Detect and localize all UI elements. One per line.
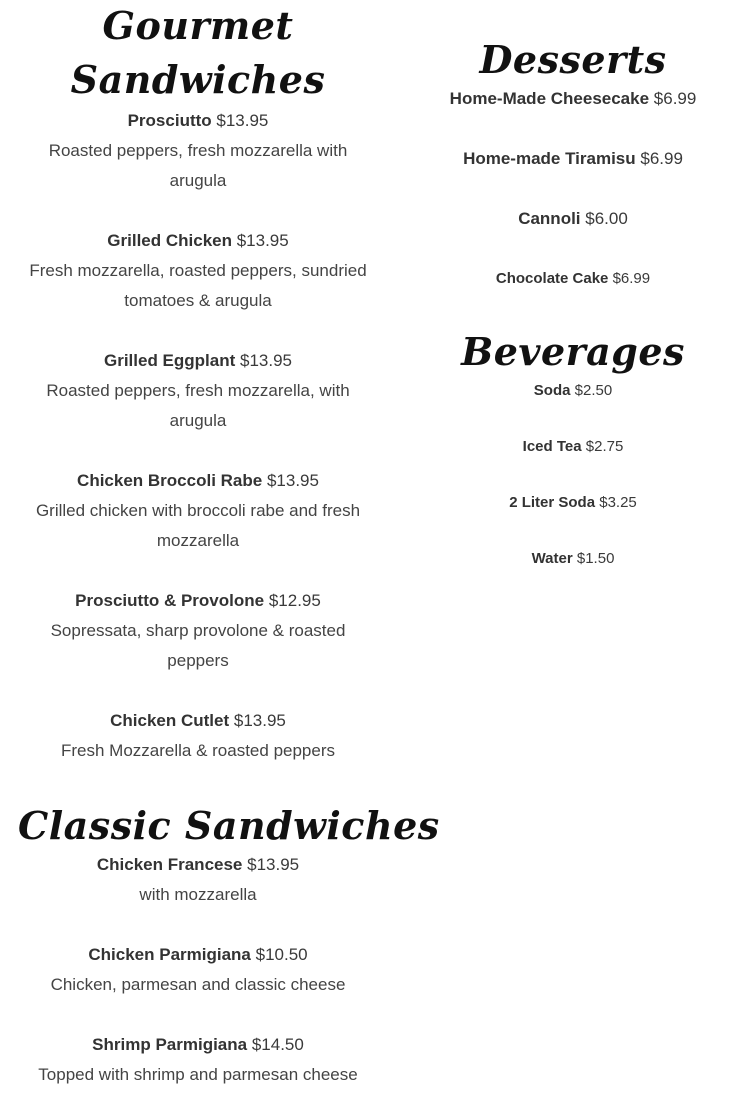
item-name: Home-Made Cheesecake xyxy=(449,89,650,108)
item-name: Iced Tea xyxy=(522,438,582,455)
item-name: Home-made Tiramisu xyxy=(463,149,636,168)
item-name: Prosciutto xyxy=(127,111,212,130)
dessert-item xyxy=(398,144,730,174)
item-description: Topped with shrimp and parmesan cheese xyxy=(38,1065,358,1084)
item-price: $2.75 xyxy=(585,438,624,455)
item-price: $6.99 xyxy=(612,270,651,287)
item-name: Chicken Parmigiana xyxy=(88,945,251,964)
menu-item xyxy=(18,106,378,196)
item-price: $13.95 xyxy=(240,351,293,370)
item-price: $1.50 xyxy=(576,550,615,567)
beverage-item xyxy=(398,376,730,406)
gourmet-title-line1: Gourmet xyxy=(102,3,294,48)
item-price: $6.00 xyxy=(585,209,628,228)
menu-item xyxy=(18,1030,378,1090)
item-description: with mozzarella xyxy=(139,885,257,904)
dessert-item xyxy=(398,264,730,294)
item-name: 2 Liter Soda xyxy=(509,494,596,511)
item-description: Fresh Mozzarella & roasted peppers xyxy=(60,741,336,760)
item-description: Grilled chicken with broccoli rabe and fresh mozzarella xyxy=(35,501,361,550)
menu-item xyxy=(18,466,378,556)
item-price: $12.95 xyxy=(268,591,321,610)
item-name: Water xyxy=(531,550,573,567)
right-column xyxy=(398,0,730,600)
menu-item xyxy=(18,226,378,316)
item-price: $10.50 xyxy=(255,945,308,964)
item-name: Shrimp Parmigiana xyxy=(92,1035,248,1054)
beverage-item xyxy=(398,432,730,462)
left-column xyxy=(18,0,440,1090)
beverages-heading: Beverages xyxy=(461,329,685,374)
item-price: $13.95 xyxy=(236,231,289,250)
menu-item xyxy=(18,940,378,1000)
item-description: Fresh mozzarella, roasted peppers, sundried tomatoes & arugula xyxy=(29,261,367,310)
item-description: Roasted peppers, fresh mozzarella with arugula xyxy=(48,141,348,190)
item-price: $13.95 xyxy=(247,855,300,874)
menu-item xyxy=(18,706,378,766)
item-name: Cannoli xyxy=(518,209,581,228)
item-name: Prosciutto & Provolone xyxy=(75,591,265,610)
item-name: Chicken Francese xyxy=(96,855,243,874)
desserts-heading: Desserts xyxy=(479,37,667,82)
beverage-item xyxy=(398,488,730,518)
item-name: Grilled Eggplant xyxy=(103,351,236,370)
item-name: Soda xyxy=(533,382,571,399)
item-price: $6.99 xyxy=(640,149,683,168)
item-price: $2.50 xyxy=(574,382,613,399)
item-price: $3.25 xyxy=(599,494,637,511)
dessert-item xyxy=(398,204,730,234)
menu-item xyxy=(18,586,378,676)
item-name: Chicken Broccoli Rabe xyxy=(77,471,263,490)
item-price: $6.99 xyxy=(653,89,697,108)
item-description: Sopressata, sharp provolone & roasted peppers xyxy=(50,621,346,670)
dessert-item xyxy=(398,84,730,114)
gourmet-sandwiches-heading xyxy=(18,0,378,106)
item-price: $14.50 xyxy=(251,1035,304,1054)
item-price: $13.95 xyxy=(266,471,319,490)
item-description: Chicken, parmesan and classic cheese xyxy=(50,975,346,994)
beverage-item xyxy=(398,544,730,574)
gourmet-title-line2: Sandwiches xyxy=(70,57,326,102)
item-price: $13.95 xyxy=(233,711,286,730)
item-price: $13.95 xyxy=(216,111,269,130)
menu-item xyxy=(18,850,378,910)
item-description: Roasted peppers, fresh mozzarella, with arugula xyxy=(46,381,350,430)
menu-item xyxy=(18,346,378,436)
item-name: Chicken Cutlet xyxy=(110,711,230,730)
item-name: Grilled Chicken xyxy=(107,231,232,250)
classic-sandwiches-heading: Classic Sandwiches xyxy=(18,803,440,848)
item-name: Chocolate Cake xyxy=(495,270,609,287)
